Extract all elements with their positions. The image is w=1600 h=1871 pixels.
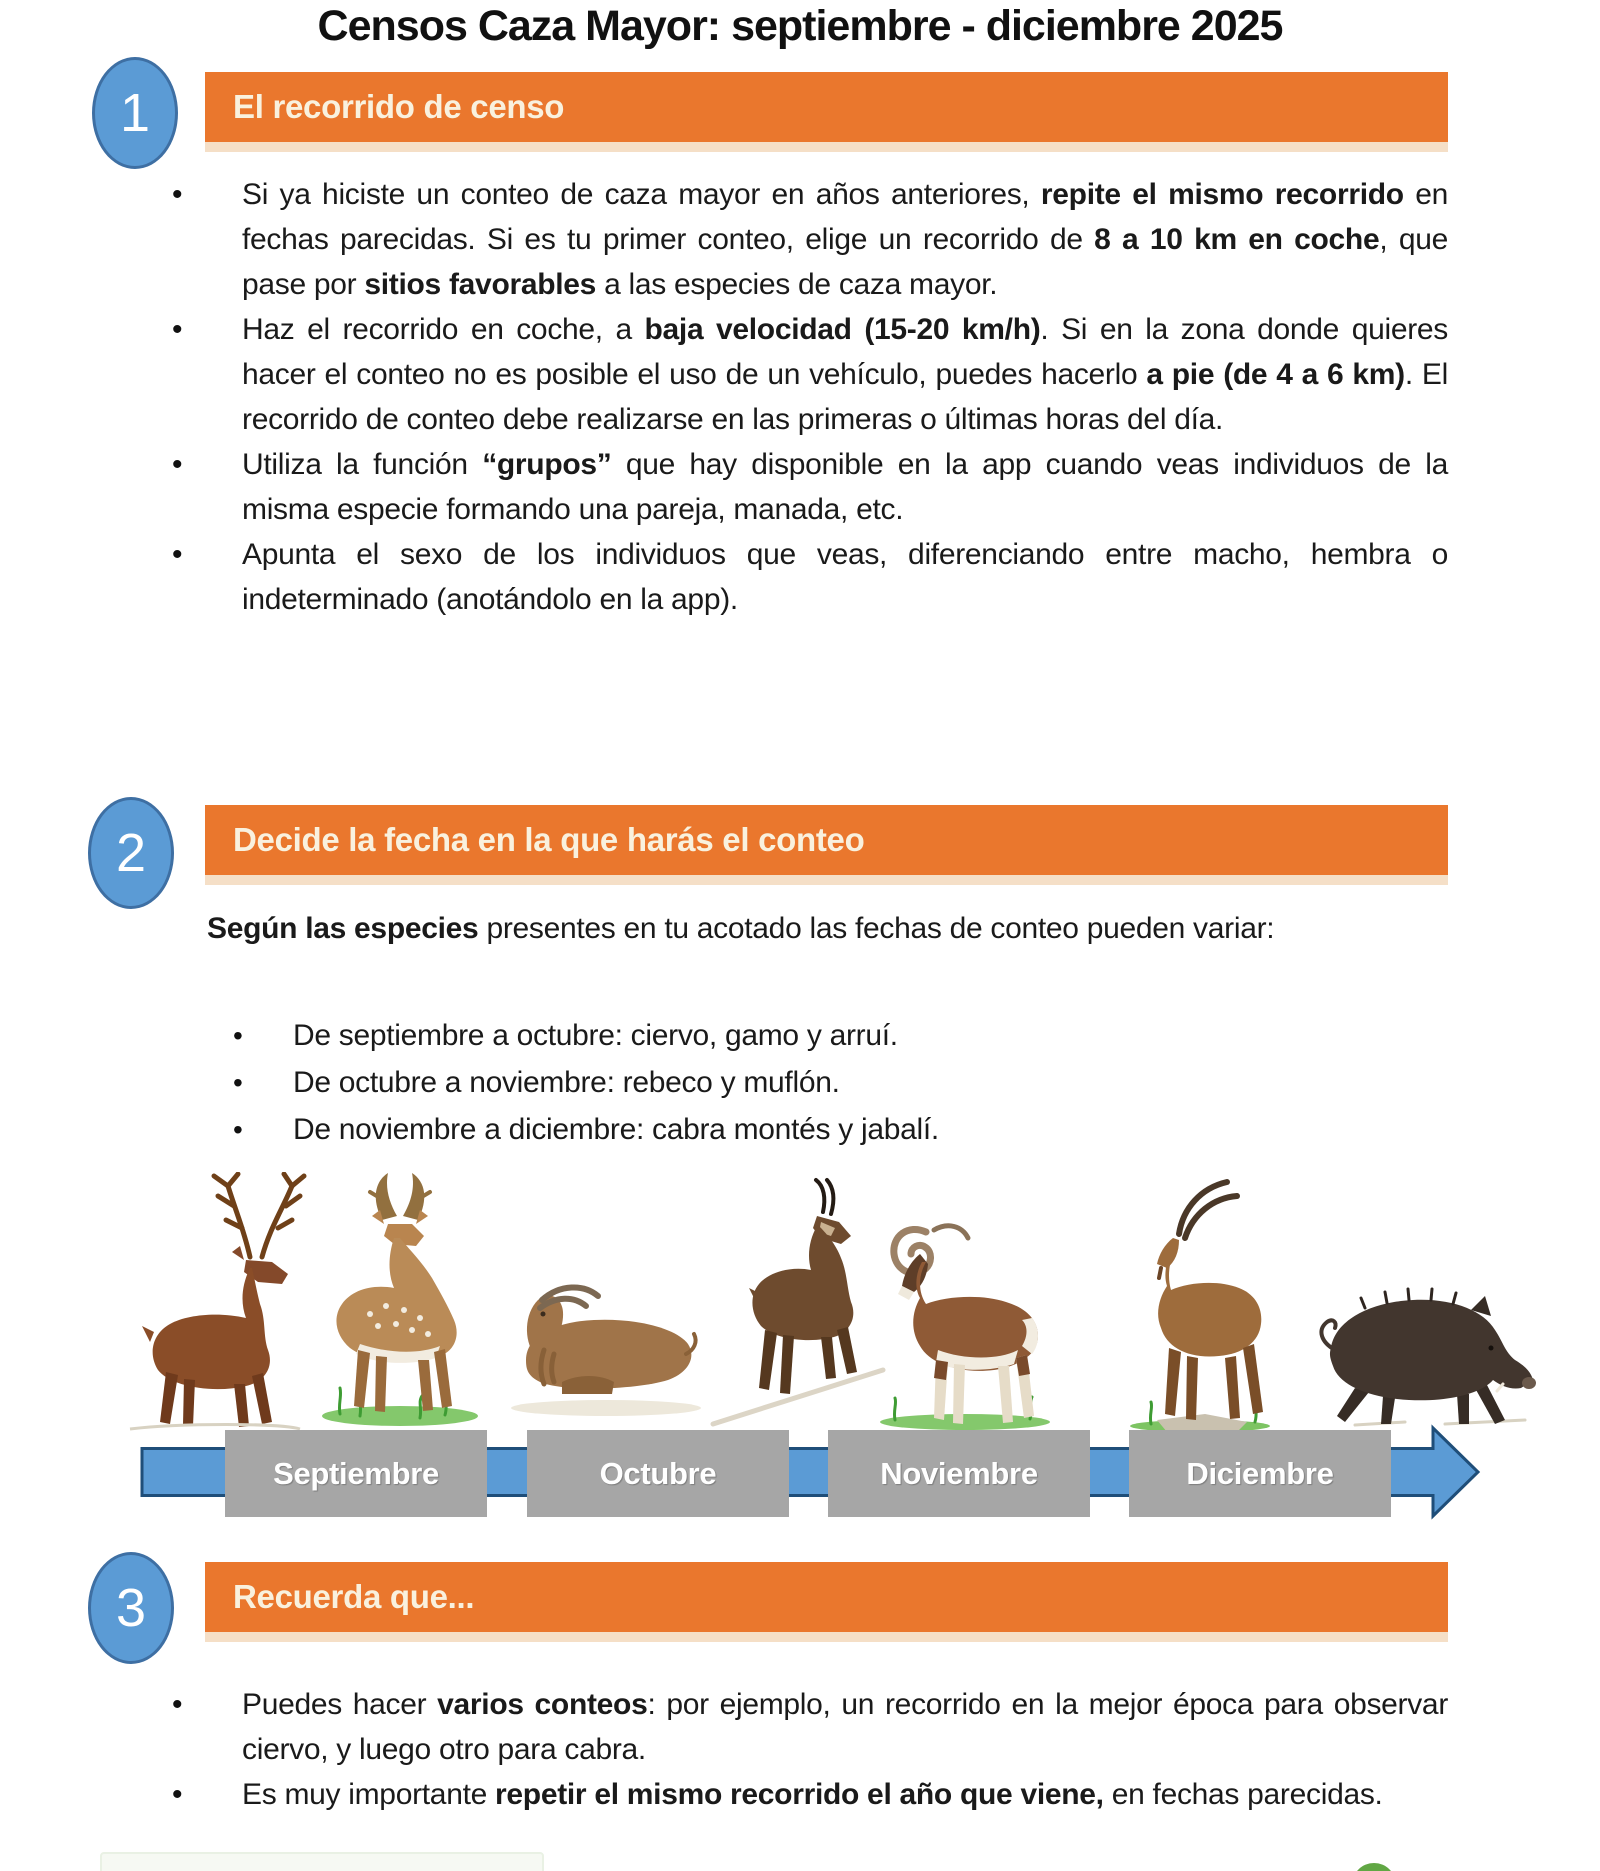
bullet-item: • Apunta el sexo de los individuos que veas, diferenciando entre macho, hembra o indeterminado (anotándolo en la app). — [160, 532, 1448, 622]
cabra-horns — [1179, 1182, 1237, 1238]
timeline-month-octubre: Octubre — [527, 1430, 789, 1517]
section-2-heading: Decide la fecha en la que harás el conteo — [233, 821, 865, 858]
section-1-number: 1 — [119, 83, 151, 143]
bottom-green-circle — [1352, 1863, 1396, 1871]
species-bullet: • De septiembre a octubre: ciervo, gamo y arruí. — [225, 1012, 1425, 1059]
ciervo-antlers — [214, 1174, 304, 1257]
bullet-item: • Puedes hacer varios conteos: por ejemplo, un recorrido en la mejor época para observar ciervo, y luego otro para cabra. — [160, 1682, 1448, 1772]
rebeco-horns — [816, 1180, 833, 1214]
timeline-month-septiembre: Septiembre — [225, 1430, 487, 1517]
gamo-antlers — [376, 1173, 425, 1220]
section-3-heading: Recuerda que... — [233, 1578, 475, 1615]
section-1-number-badge — [92, 57, 178, 169]
bullet-item: • Utiliza la función “grupos” que hay disponible en la app cuando veas individuos de la misma especie formando una pareja, manada, etc. — [160, 442, 1448, 532]
section-2-header-bar — [205, 805, 1448, 885]
section-3-number: 3 — [115, 1578, 147, 1638]
section-3-bullets — [160, 1682, 1448, 1817]
jabali-image — [1295, 1262, 1553, 1427]
animals-illustration-row — [0, 1160, 1600, 1450]
muflon-image — [860, 1192, 1060, 1432]
species-bullet: • De octubre a noviembre: rebeco y muflón. — [225, 1059, 1425, 1106]
bullet-item: • Si ya hiciste un conteo de caza mayor en años anteriores, repite el mismo recorrido en fechas parecidas. Si es tu primer conteo, elige un recorrido de 8 a 10 km en coche, que pase por sitios favorables a las especies de caza mayor. — [160, 172, 1448, 307]
ciervo-image — [100, 1172, 315, 1434]
arrui-horns — [540, 1287, 598, 1308]
gamo-image — [300, 1168, 500, 1434]
bullet-item: • Haz el recorrido en coche, a baja velocidad (15-20 km/h). Si en la zona donde quieres hacer el conteo no es posible el uso de un vehículo, puedes hacerlo a pie (de 4 a 6 km). El recorrido de conteo debe realizarse en las primeras o últimas horas del día. — [160, 307, 1448, 442]
bullet-item: • Es muy importante repetir el mismo recorrido el año que viene, en fechas parecidas. — [160, 1772, 1448, 1817]
species-intro-paragraph: Según las especies presentes en tu acotado las fechas de conteo pueden variar: — [207, 912, 1275, 945]
bottom-faint-box — [100, 1852, 544, 1871]
timeline-month-diciembre: Diciembre — [1129, 1430, 1391, 1517]
section-1-heading: El recorrido de censo — [233, 88, 565, 125]
species-date-bullets — [225, 1012, 1425, 1153]
species-bullet: • De noviembre a diciembre: cabra montés y jabalí. — [225, 1106, 1425, 1153]
section-3-number-badge — [88, 1552, 174, 1664]
timeline-month-noviembre: Noviembre — [828, 1430, 1090, 1517]
cabra-montes-image — [1105, 1172, 1295, 1434]
page-title: Censos Caza Mayor: septiembre - diciembre 2025 — [317, 2, 1283, 50]
arrui-image — [496, 1258, 711, 1430]
section-1-header-bar — [205, 72, 1448, 152]
section-1-bullets — [160, 172, 1448, 622]
section-3-header-bar — [205, 1562, 1448, 1642]
section-2-number-badge — [88, 797, 174, 909]
section-2-number: 2 — [115, 823, 147, 883]
